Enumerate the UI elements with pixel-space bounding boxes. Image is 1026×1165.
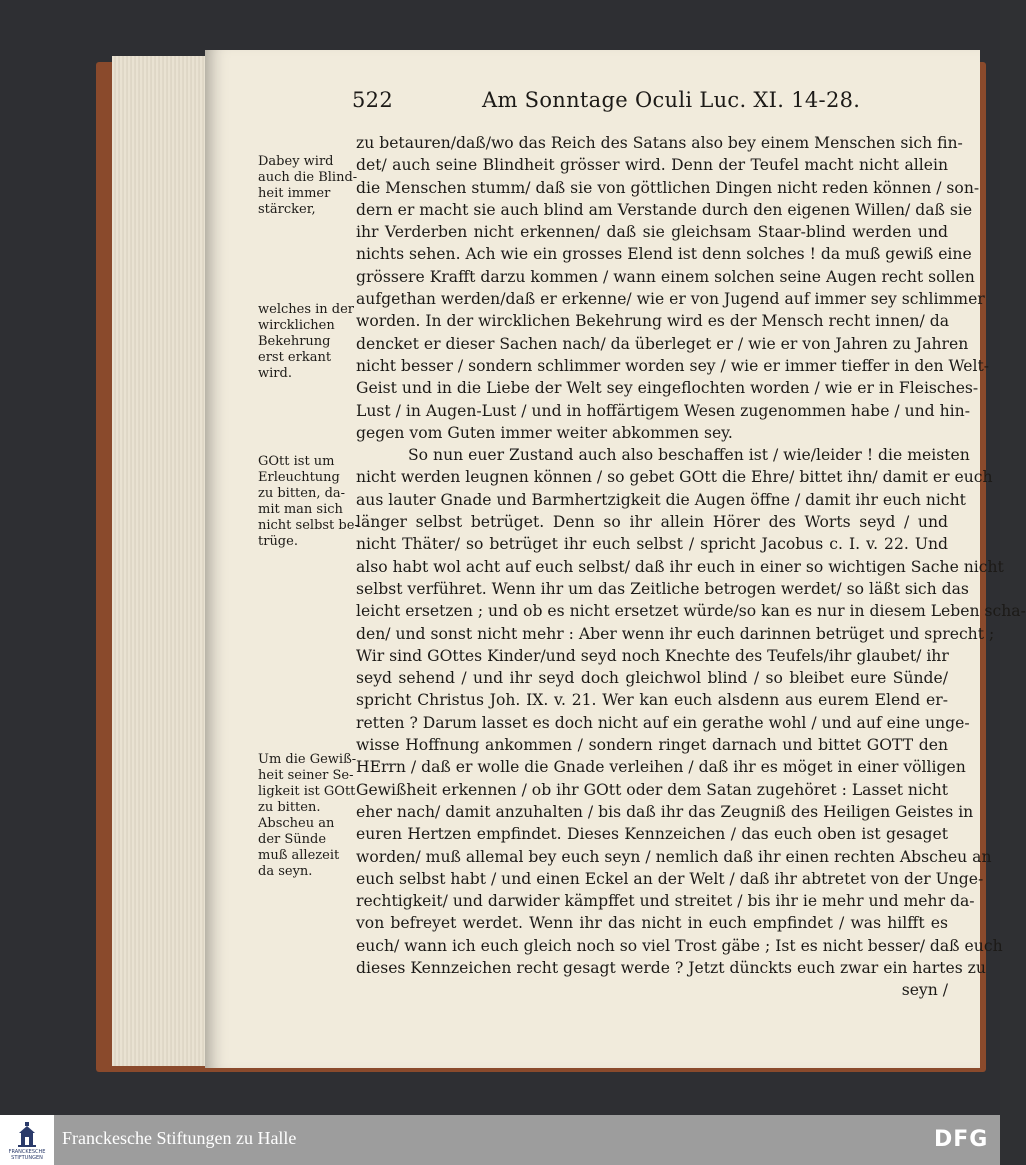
text-line: retten ? Darum lasset es doch nicht auf ein gerathe wohl / und auf eine unge- <box>356 713 970 732</box>
running-title: Am Sonntage Oculi Luc. XI. 14-28. <box>482 88 861 112</box>
margin-note: welches in der wircklichen Bekehrung erst erkant wird. <box>258 302 355 381</box>
text-line: seyd sehend / und ihr seyd doch gleichwol blind / so bleibet eure Sünde/ <box>356 669 948 688</box>
page-content <box>258 88 1026 1000</box>
text-line: nicht Thäter/ so betrüget ihr euch selbst / spricht Jacobus c. I. v. 22. Und <box>356 535 948 554</box>
institution-logo[interactable] <box>0 1115 54 1165</box>
text-line: Lust / in Augen-Lust / und in hoffärtigem Wesen zugenommen habe / und hin- <box>356 401 970 420</box>
margin-note: Um die Gewiß- heit seiner Se- ligkeit ist GOtt zu bitten. Abscheu an der Sünde muß allezeit da seyn. <box>258 752 357 879</box>
text-line: aufgethan werden/daß er erkenne/ wie er von Jugend auf immer sey schlimmer <box>356 290 985 309</box>
text-line: den/ und sonst nicht mehr : Aber wenn ihr euch darinnen betrüget und sprecht ; <box>356 624 995 643</box>
text-line: nichts sehen. Ach wie ein grosses Elend ist denn solches ! da muß gewiß eine <box>356 245 972 264</box>
logo-text: FRANCKESCHE STIFTUNGEN <box>8 1149 46 1161</box>
text-line: die Menschen stumm/ daß sie von göttlichen Dingen nicht reden können / son- <box>356 178 980 197</box>
text-line: rechtigkeit/ und darwider kämpffet und streitet / bis ihr ie mehr und mehr da- <box>356 892 975 911</box>
text-line: also habt wol acht auf euch selbst/ daß ihr euch in einer so wichtigen Sache nicht <box>356 557 1004 576</box>
text-line: worden/ muß allemal bey euch seyn / nemlich daß ihr einen rechten Abscheu an <box>356 847 992 866</box>
text-line: worden. In der wircklichen Bekehrung wird es der Mensch recht innen/ da <box>356 312 950 331</box>
body-text <box>356 132 1026 1002</box>
text-line: dern er macht sie auch blind am Verstande durch den eigenen Willen/ daß sie <box>356 200 973 219</box>
text-line: euch selbst habt / und einen Eckel an der Welt / daß ihr abtretet von der Unge- <box>356 869 984 888</box>
text-line: leicht ersetzen ; und ob es nicht ersetzet würde/so kan es nur in diesem Leben scha- <box>356 602 1026 621</box>
orphanage-logo-icon <box>14 1121 40 1149</box>
text-line: aus lauter Gnade und Barmhertzigkeit die Augen öffne / damit ihr euch nicht <box>356 490 966 509</box>
text-line: Gewißheit erkennen / ob ihr GOtt oder dem Satan zugehöret : Lasset nicht <box>356 780 949 799</box>
institution-name[interactable]: Franckesche Stiftungen zu Halle <box>62 1128 297 1148</box>
text-line: eher nach/ damit anzuhalten / bis daß ihr das Zeugniß des Heiligen Geistes in <box>356 802 974 821</box>
footer-bar <box>0 1115 1000 1165</box>
text-line: wisse Hoffnung ankommen / sondern ringet darnach und bittet GOTT den <box>356 736 948 755</box>
page-number: 522 <box>352 88 393 112</box>
text-line: seyn / <box>901 981 948 1000</box>
text-line: ihr Verderben nicht erkennen/ daß sie gleichsam Staar-blind werden und <box>356 223 948 242</box>
text-line: det/ auch seine Blindheit grösser wird. Denn der Teufel macht nicht allein <box>356 156 948 175</box>
text-line: dieses Kennzeichen recht gesagt werde ? Jetzt dünckts euch zwar ein hartes zu <box>356 958 986 977</box>
text-line: Geist und in die Liebe der Welt sey eingeflochten worden / wie er in Fleisches- <box>356 379 979 398</box>
dfg-logo[interactable]: DFG <box>934 1127 989 1152</box>
text-line: länger selbst betrüget. Denn so ihr allein Hörer des Worts seyd / und <box>356 513 948 532</box>
text-line: Wir sind GOttes Kinder/und seyd noch Knechte des Teufels/ihr glaubet/ ihr <box>356 646 949 665</box>
running-head <box>352 88 952 120</box>
margin-note: Dabey wird auch die Blind- heit immer stärcker, <box>258 154 358 217</box>
text-line: nicht werden leugnen können / so gebet GOtt die Ehre/ bittet ihn/ damit er euch <box>356 468 993 487</box>
text-line: von befreyet werdet. Wenn ihr das nicht in euch empfindet / was hilfft es <box>356 914 948 933</box>
text-line: gegen vom Guten immer weiter abkommen sey. <box>356 423 733 442</box>
text-line: grössere Krafft darzu kommen / wann einem solchen seine Augen recht sollen <box>356 267 975 286</box>
text-line: zu betauren/daß/wo das Reich des Satans also bey einem Menschen sich fin- <box>356 134 963 152</box>
text-line: selbst verführet. Wenn ihr um das Zeitliche betrogen werdet/ so läßt sich das <box>356 579 969 598</box>
text-line: spricht Christus Joh. IX. v. 21. Wer kan euch alsdenn aus eurem Elend er- <box>356 691 948 710</box>
text-line: nicht besser / sondern schlimmer worden sey / wie er immer tieffer in den Welt- <box>356 356 990 375</box>
text-line: dencket er dieser Sachen nach/ da überleget er / wie er von Jahren zu Jahren <box>356 334 969 353</box>
text-line: HErrn / daß er wolle die Gnade verleihen / daß ihr es möget in einer völligen <box>356 758 966 777</box>
margin-note: GOtt ist um Erleuchtung zu bitten, da- mit man sich nicht selbst be- trüge. <box>258 454 359 549</box>
text-line: euch/ wann ich euch gleich noch so viel Trost gäbe ; Ist es nicht besser/ daß euch <box>356 936 1003 955</box>
text-line: So nun euer Zustand auch also beschaffen ist / wie/leider ! die meisten <box>408 446 970 465</box>
text-line: euren Hertzen empfindet. Dieses Kennzeichen / das euch oben ist gesaget <box>356 825 948 844</box>
